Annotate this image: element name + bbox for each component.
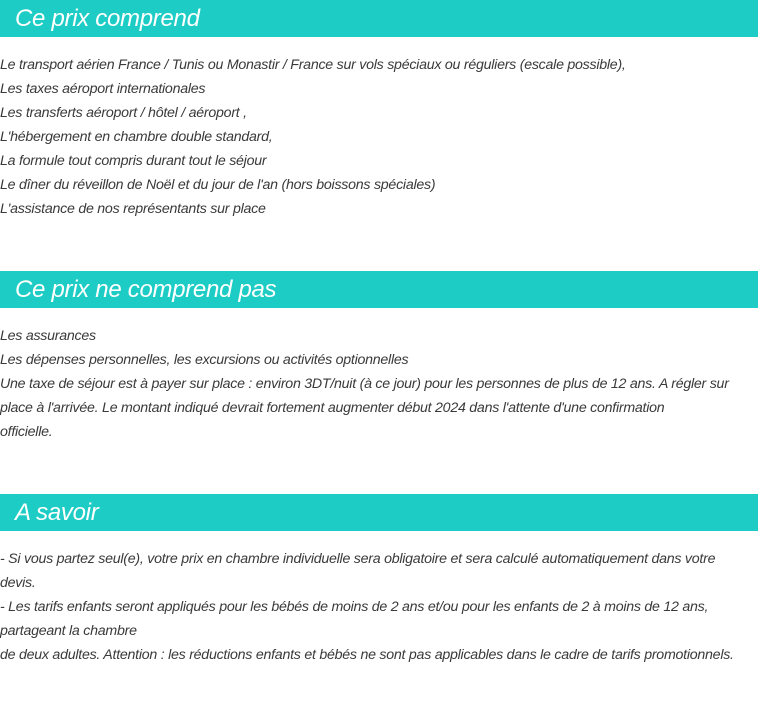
text-line: Le dîner du réveillon de Noël et du jour de l'an (hors boissons spéciales) xyxy=(0,177,436,193)
text-line: - Les tarifs enfants seront appliqués pour les bébés de moins de 2 ans et/ou pour les enfants de 2 à moins de 12 ans, xyxy=(0,599,709,615)
text-line: Une taxe de séjour est à payer sur place : environ 3DT/nuit (à ce jour) pour les personnes de plus de 12 ans. A régler sur xyxy=(0,376,729,392)
section-title: Ce prix ne comprend pas xyxy=(15,276,277,303)
section-price-includes xyxy=(0,0,758,221)
text-line: de deux adultes. Attention : les réductions enfants et bébés ne sont pas applicables dans le cadre de tarifs promotionnels. xyxy=(0,647,734,663)
section-header xyxy=(0,271,758,308)
text-line: devis. xyxy=(0,575,36,591)
section-title: A savoir xyxy=(15,499,99,526)
section-price-excludes xyxy=(0,271,758,444)
section-body xyxy=(0,547,752,667)
text-line: L'hébergement en chambre double standard, xyxy=(0,129,273,145)
section-good-to-know xyxy=(0,494,758,667)
text-line: Les assurances xyxy=(0,328,96,344)
text-line: - Si vous partez seul(e), votre prix en chambre individuelle sera obligatoire et sera calculé automatiquement dans votre xyxy=(0,551,716,567)
section-title: Ce prix comprend xyxy=(15,5,200,32)
text-line: officielle. xyxy=(0,424,53,440)
text-line: Les taxes aéroport internationales xyxy=(0,81,206,97)
text-line: L'assistance de nos représentants sur place xyxy=(0,201,266,217)
section-body xyxy=(0,53,752,221)
text-line: Les transferts aéroport / hôtel / aéroport , xyxy=(0,105,247,121)
text-line: Les dépenses personnelles, les excursions ou activités optionnelles xyxy=(0,352,409,368)
text-line: Le transport aérien France / Tunis ou Monastir / France sur vols spéciaux ou réguliers (escale possible), xyxy=(0,57,626,73)
section-body xyxy=(0,324,752,444)
text-line: place à l'arrivée. Le montant indiqué devrait fortement augmenter début 2024 dans l'attente d'une confirmation xyxy=(0,400,665,416)
text-line: partageant la chambre xyxy=(0,623,137,639)
text-line: La formule tout compris durant tout le séjour xyxy=(0,153,267,169)
section-header xyxy=(0,494,758,531)
section-header xyxy=(0,0,758,37)
